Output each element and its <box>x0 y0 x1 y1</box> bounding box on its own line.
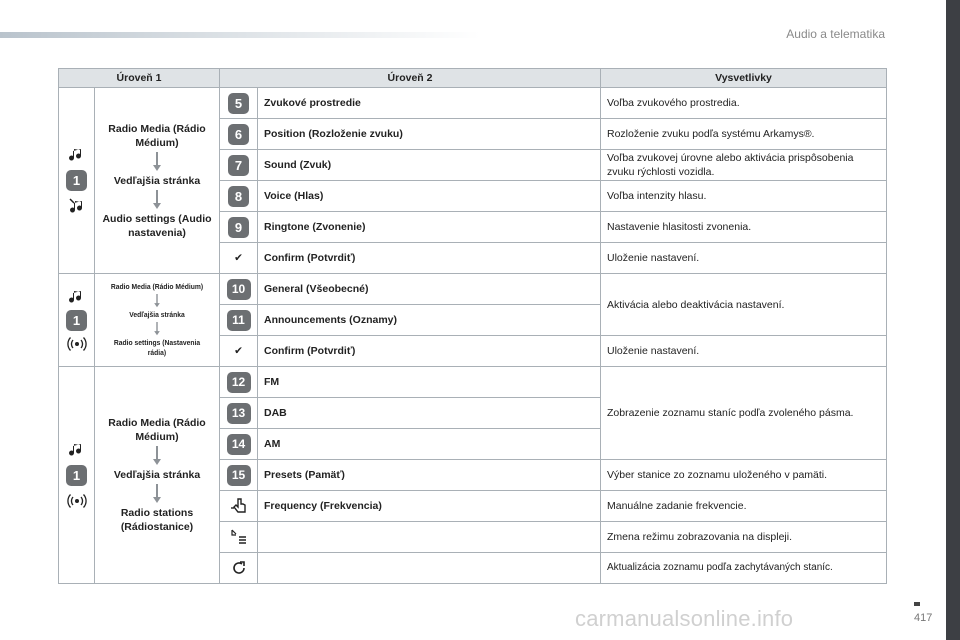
level1-item: Radio settings (Nastavenia rádia) <box>113 338 201 357</box>
top-decor-bar <box>0 32 480 38</box>
col-header-level1: Úroveň 1 <box>59 69 220 88</box>
step-badge: 1 <box>66 465 87 486</box>
num-badge: 8 <box>228 186 249 207</box>
level1-item: Vedľajšia stránka <box>129 310 185 319</box>
step-badge: 1 <box>66 310 87 331</box>
description: Rozloženie zvuku podľa systému Arkamys®. <box>601 119 887 150</box>
description: Aktivácia alebo deaktivácia nastavení. <box>601 274 887 336</box>
music-note-icon <box>67 287 87 307</box>
level2-label: General (Všeobecné) <box>258 274 601 305</box>
hand-touch-icon <box>229 496 249 516</box>
description: Voľba zvukového prostredia. <box>601 88 887 119</box>
level1-item: Radio Media (Rádio Médium) <box>108 122 206 149</box>
level2-label: Frequency (Frekvencia) <box>258 491 601 522</box>
num-badge: 11 <box>227 310 251 331</box>
description: Uloženie nastavení. <box>601 243 887 274</box>
music-note-icon <box>67 440 87 460</box>
menu-table <box>58 68 887 584</box>
table-row <box>59 88 887 119</box>
description: Nastavenie hlasitosti zvonenia. <box>601 212 887 243</box>
group2-level1 <box>95 274 220 367</box>
group3-icons <box>59 367 95 584</box>
num-badge: 6 <box>228 124 249 145</box>
level2-label: AM <box>258 429 601 460</box>
num-badge: 5 <box>228 93 249 114</box>
page-marker <box>914 602 920 606</box>
description: Zmena režimu zobrazovania na displeji. <box>601 522 887 553</box>
num-badge: 15 <box>227 465 251 486</box>
description: Manuálne zadanie frekvencie. <box>601 491 887 522</box>
checkmark-icon: ✔ <box>220 336 258 367</box>
num-badge: 12 <box>227 372 251 393</box>
level2-label: Position (Rozloženie zvuku) <box>258 119 601 150</box>
level2-label: Confirm (Potvrdiť) <box>258 243 601 274</box>
description: Uloženie nastavení. <box>601 336 887 367</box>
description: Zobrazenie zoznamu staníc podľa zvoleného pásma. <box>601 367 887 460</box>
group3-level1 <box>95 367 220 584</box>
description: Výber stanice zo zoznamu uloženého v pamäti. <box>601 460 887 491</box>
table-row <box>59 274 887 305</box>
col-header-explanations: Vysvetlivky <box>601 69 887 88</box>
description: Voľba zvukovej úrovne alebo aktivácia prispôsobenia zvuku rýchlosti vozidla. <box>601 150 887 181</box>
radio-antenna-icon <box>67 491 87 511</box>
level2-label: Ringtone (Zvonenie) <box>258 212 601 243</box>
level2-label: Voice (Hlas) <box>258 181 601 212</box>
description: Aktualizácia zoznamu podľa zachytávaných staníc. <box>601 553 887 584</box>
col-header-level2: Úroveň 2 <box>220 69 601 88</box>
num-badge: 9 <box>228 217 249 238</box>
level1-item: Vedľajšia stránka <box>113 469 201 481</box>
description: Voľba intenzity hlasu. <box>601 181 887 212</box>
num-badge: 7 <box>228 155 249 176</box>
group2-icons <box>59 274 95 367</box>
arrow-down-icon <box>153 152 161 172</box>
level2-label: FM <box>258 367 601 398</box>
page-number: 417 <box>914 612 933 624</box>
level2-label <box>258 522 601 553</box>
level1-item: Radio stations (Rádiostanice) <box>120 507 194 533</box>
level1-item: Radio Media (Rádio Médium) <box>108 417 206 443</box>
level2-label: Confirm (Potvrdiť) <box>258 336 601 367</box>
level2-label: Sound (Zvuk) <box>258 150 601 181</box>
music-note-icon <box>67 145 87 165</box>
step-badge: 1 <box>66 170 87 191</box>
table-header-row <box>59 69 887 88</box>
level2-label: Announcements (Oznamy) <box>258 305 601 336</box>
level1-item: Radio Media (Rádio Médium) <box>110 282 204 291</box>
list-mode-icon <box>229 527 249 547</box>
level2-label <box>258 553 601 584</box>
arrow-down-icon <box>153 446 161 466</box>
watermark: carmanualsonline.info <box>575 606 794 631</box>
level1-item: Vedľajšia stránka <box>113 174 201 187</box>
level2-label: Presets (Pamäť) <box>258 460 601 491</box>
radio-settings-icon <box>67 334 87 354</box>
table-row <box>59 367 887 398</box>
num-badge: 14 <box>227 434 251 455</box>
arrow-down-icon <box>153 294 161 308</box>
group1-level1 <box>95 88 220 274</box>
arrow-down-icon <box>153 484 161 504</box>
arrow-down-icon <box>153 190 161 210</box>
num-badge: 10 <box>227 279 251 300</box>
section-title: Audio a telematika <box>786 27 885 41</box>
num-badge: 13 <box>227 403 251 424</box>
refresh-icon <box>229 558 249 578</box>
level1-item: Audio settings (Audio nastavenia) <box>102 212 212 239</box>
arrow-down-icon <box>153 322 161 336</box>
level2-label: Zvukové prostredie <box>258 88 601 119</box>
group1-icons <box>59 88 95 274</box>
side-strip <box>946 0 960 640</box>
level2-label: DAB <box>258 398 601 429</box>
checkmark-icon: ✔ <box>220 243 258 274</box>
music-settings-icon <box>67 196 87 216</box>
